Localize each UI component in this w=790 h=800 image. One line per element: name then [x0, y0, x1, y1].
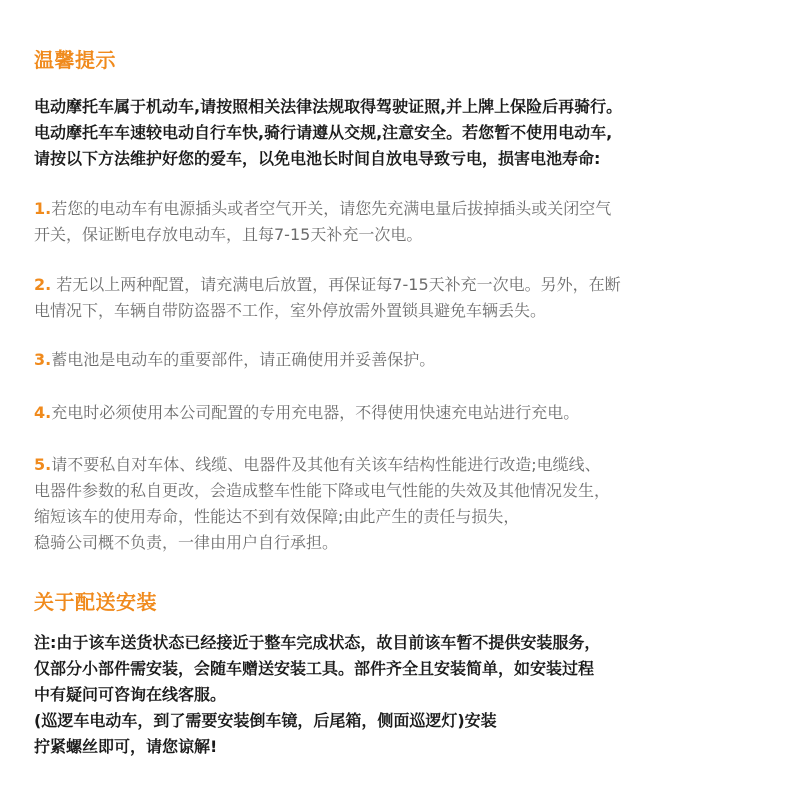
- tip-number: 2.: [34, 275, 52, 294]
- note-line: 注:由于该车送货状态已经接近于整车完成状态，故目前该车暂不提供安装服务，: [34, 633, 601, 652]
- tip-line: 稳骑公司概不负责，一律由用户自行承担。: [34, 533, 339, 552]
- tip-line: 电情况下，车辆自带防盗器不工作，室外停放需外置锁具避免车辆丢失。: [34, 301, 547, 320]
- tip-line: 电器件参数的私自更改，会造成整车性能下降或电气性能的失效及其他情况发生，: [34, 481, 611, 500]
- delivery-title: 关于配送安装: [34, 590, 157, 614]
- tip-item-1: [34, 196, 611, 248]
- tip-item-2: [34, 272, 621, 324]
- tip-text: 请不要私自对车体、线缆、电器件及其他有关该车结构性能进行改造;电缆线、: [51, 455, 601, 474]
- tip-line: 开关，保证断电存放电动车，且每7-15天补充一次电。: [34, 225, 423, 244]
- tip-number: 5.: [34, 455, 52, 474]
- tip-text: 充电时必须使用本公司配置的专用充电器，不得使用快速充电站进行充电。: [51, 403, 580, 422]
- tip-item-4: [34, 400, 579, 426]
- tip-line: [34, 196, 611, 222]
- tip-line: [34, 400, 579, 426]
- note-line: 拧紧螺丝即可，请您谅解!: [34, 737, 218, 756]
- tip-text: 若您的电动车有电源插头或者空气开关，请您先充满电量后拔掉插头或关闭空气: [51, 199, 612, 218]
- note-line: 中有疑问可咨询在线客服。: [34, 685, 227, 704]
- intro-line: 请按以下方法维护好您的爱车，以免电池长时间自放电导致亏电，损害电池寿命:: [34, 149, 601, 168]
- tip-line: [34, 272, 621, 298]
- delivery-note: [34, 630, 600, 760]
- warm-tips-title: 温馨提示: [34, 48, 116, 72]
- tip-item-3: [34, 347, 435, 373]
- tip-text: 蓄电池是电动车的重要部件，请正确使用并妥善保护。: [51, 350, 436, 369]
- intro-paragraph: [34, 94, 622, 172]
- intro-line: 电动摩托车属于机动车,请按照相关法律法规取得驾驶证照,并上牌上保险后再骑行。: [34, 97, 623, 116]
- note-line: 仅部分小部件需安装，会随车赠送安装工具。部件齐全且安装简单，如安装过程: [34, 659, 595, 678]
- tip-text: 若无以上两种配置，请充满电后放置，再保证每7-15天补充一次电。另外，在断: [51, 275, 621, 294]
- tip-line: [34, 452, 610, 478]
- tip-number: 3.: [34, 350, 52, 369]
- tip-line: [34, 347, 435, 373]
- note-line: (巡逻车电动车，到了需要安装倒车镜，后尾箱，侧面巡逻灯)安装: [34, 711, 497, 730]
- tip-item-5: [34, 452, 610, 556]
- tip-number: 1.: [34, 199, 52, 218]
- intro-line: 电动摩托车车速较电动自行车快,骑行请遵从交规,注意安全。若您暂不使用电动车,: [34, 123, 613, 142]
- tip-line: 缩短该车的使用寿命，性能达不到有效保障;由此产生的责任与损失，: [34, 507, 520, 526]
- tip-number: 4.: [34, 403, 52, 422]
